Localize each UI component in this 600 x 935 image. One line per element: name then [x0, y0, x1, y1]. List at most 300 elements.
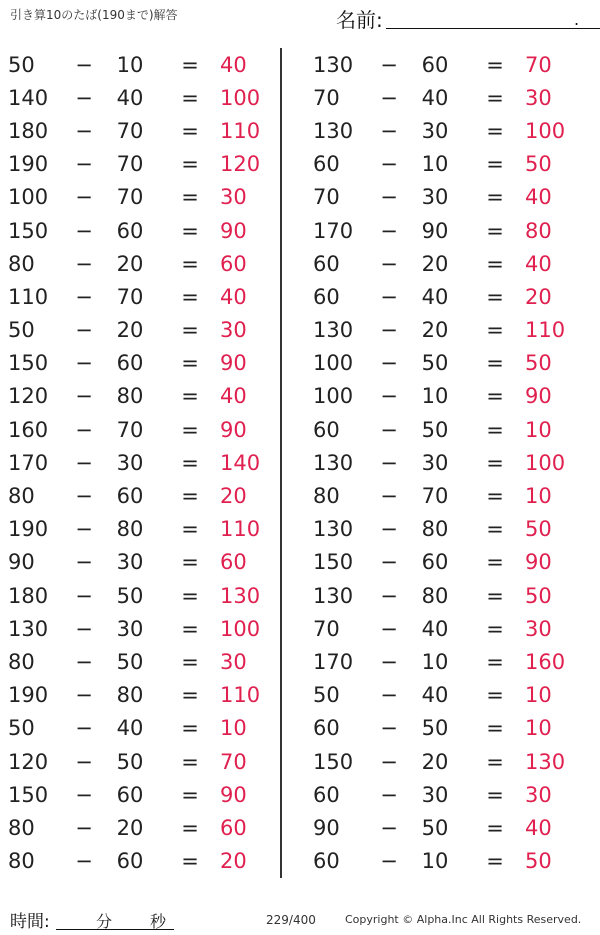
minus-sign: − — [75, 384, 93, 409]
minus-sign: − — [75, 583, 93, 608]
equals-sign: = — [486, 484, 504, 509]
answer: 10 — [525, 683, 552, 708]
problem-row — [0, 247, 280, 280]
minuend: 130 — [313, 52, 354, 77]
subtrahend: 50 — [116, 749, 144, 774]
minuend: 60 — [313, 716, 340, 741]
answer: 140 — [220, 450, 261, 475]
problem-row — [305, 679, 585, 712]
minus-sign: − — [380, 550, 398, 575]
equals-sign: = — [486, 251, 504, 276]
subtrahend: 60 — [116, 484, 144, 509]
minus-sign: − — [75, 417, 93, 442]
minuend: 120 — [8, 749, 49, 774]
subtrahend: 70 — [116, 185, 144, 210]
subtrahend: 60 — [421, 52, 449, 77]
problem-row — [0, 380, 280, 413]
subtrahend: 10 — [421, 152, 449, 177]
answer: 130 — [220, 583, 261, 608]
minus-sign: − — [380, 384, 398, 409]
answer: 60 — [220, 251, 247, 276]
subtrahend: 10 — [116, 52, 144, 77]
problem-row — [0, 347, 280, 380]
answer: 30 — [525, 616, 552, 641]
minuend: 100 — [8, 185, 49, 210]
answer: 110 — [220, 118, 261, 143]
minuend: 80 — [8, 251, 35, 276]
minuend: 90 — [8, 550, 35, 575]
equals-sign: = — [486, 85, 504, 110]
minus-sign: − — [380, 318, 398, 343]
worksheet-title: 引き算10のたば(190まで)解答 — [10, 8, 178, 22]
answer: 20 — [220, 849, 247, 874]
answer: 160 — [525, 649, 566, 674]
problem-row — [305, 645, 585, 678]
footer — [0, 905, 600, 935]
subtrahend: 30 — [116, 616, 144, 641]
problem-row — [305, 181, 585, 214]
problem-row — [0, 778, 280, 811]
problem-row — [0, 745, 280, 778]
minuend: 60 — [313, 152, 340, 177]
minus-sign: − — [75, 616, 93, 641]
equals-sign: = — [181, 749, 199, 774]
answer: 90 — [220, 218, 247, 243]
seconds-label: 秒 — [150, 912, 167, 931]
problem-row — [305, 513, 585, 546]
problem-row — [0, 413, 280, 446]
problem-row — [305, 280, 585, 313]
equals-sign: = — [486, 782, 504, 807]
minus-sign: − — [380, 152, 398, 177]
minus-sign: − — [380, 284, 398, 309]
problem-row — [0, 811, 280, 844]
problem-row — [305, 114, 585, 147]
minuend: 170 — [313, 649, 354, 674]
minuend: 190 — [8, 152, 49, 177]
subtrahend: 80 — [421, 517, 449, 542]
equals-sign: = — [486, 649, 504, 674]
subtrahend: 20 — [116, 318, 144, 343]
problem-row — [0, 712, 280, 745]
minus-sign: − — [380, 815, 398, 840]
subtrahend: 70 — [116, 417, 144, 442]
subtrahend: 40 — [116, 85, 144, 110]
minus-sign: − — [380, 450, 398, 475]
answer: 20 — [220, 484, 247, 509]
minuend: 80 — [8, 815, 35, 840]
minuend: 170 — [8, 450, 49, 475]
equals-sign: = — [181, 649, 199, 674]
minuend: 80 — [8, 484, 35, 509]
minuend: 80 — [313, 484, 340, 509]
problem-row — [305, 546, 585, 579]
equals-sign: = — [181, 85, 199, 110]
minuend: 50 — [8, 52, 35, 77]
answer: 70 — [525, 52, 552, 77]
time-label: 時間: — [10, 912, 50, 932]
problem-row — [0, 181, 280, 214]
minuend: 130 — [313, 517, 354, 542]
answer: 90 — [525, 384, 552, 409]
equals-sign: = — [486, 384, 504, 409]
problem-row — [305, 745, 585, 778]
problem-row — [0, 280, 280, 313]
minus-sign: − — [380, 218, 398, 243]
minus-sign: − — [380, 484, 398, 509]
minus-sign: − — [75, 152, 93, 177]
problem-row — [305, 81, 585, 114]
equals-sign: = — [181, 583, 199, 608]
answer: 30 — [525, 85, 552, 110]
subtrahend: 30 — [116, 450, 144, 475]
problem-row — [305, 446, 585, 479]
minuend: 150 — [8, 351, 49, 376]
subtrahend: 30 — [421, 782, 449, 807]
answer: 50 — [525, 152, 552, 177]
equals-sign: = — [181, 284, 199, 309]
equals-sign: = — [486, 550, 504, 575]
minus-sign: − — [380, 583, 398, 608]
subtrahend: 50 — [116, 583, 144, 608]
answer: 40 — [220, 52, 247, 77]
equals-sign: = — [486, 450, 504, 475]
minuend: 130 — [8, 616, 49, 641]
problem-row — [305, 579, 585, 612]
answer: 90 — [220, 417, 247, 442]
minus-sign: − — [380, 417, 398, 442]
problem-row — [305, 712, 585, 745]
problem-row — [305, 247, 585, 280]
subtrahend: 60 — [116, 849, 144, 874]
minuend: 150 — [313, 749, 354, 774]
equals-sign: = — [181, 815, 199, 840]
subtrahend: 20 — [421, 251, 449, 276]
minus-sign: − — [380, 616, 398, 641]
answer: 120 — [220, 152, 261, 177]
minus-sign: − — [75, 484, 93, 509]
minus-sign: − — [75, 450, 93, 475]
minuend: 150 — [313, 550, 354, 575]
minuend: 130 — [313, 118, 354, 143]
equals-sign: = — [181, 351, 199, 376]
subtrahend: 60 — [116, 351, 144, 376]
problem-row — [0, 679, 280, 712]
column-divider — [280, 48, 282, 878]
subtrahend: 80 — [116, 683, 144, 708]
subtrahend: 20 — [116, 251, 144, 276]
answer: 10 — [525, 484, 552, 509]
subtrahend: 60 — [421, 550, 449, 575]
subtrahend: 50 — [116, 649, 144, 674]
equals-sign: = — [486, 52, 504, 77]
answer: 40 — [220, 284, 247, 309]
equals-sign: = — [486, 318, 504, 343]
answer: 40 — [525, 185, 552, 210]
equals-sign: = — [486, 849, 504, 874]
answer: 90 — [220, 351, 247, 376]
subtrahend: 70 — [116, 152, 144, 177]
minus-sign: − — [75, 849, 93, 874]
minus-sign: − — [380, 849, 398, 874]
answer: 50 — [525, 583, 552, 608]
minuend: 150 — [8, 782, 49, 807]
minus-sign: − — [75, 716, 93, 741]
problems-column-left — [0, 48, 280, 878]
equals-sign: = — [181, 550, 199, 575]
equals-sign: = — [181, 152, 199, 177]
minus-sign: − — [75, 815, 93, 840]
name-label: 名前: — [336, 8, 383, 32]
answer: 100 — [220, 616, 261, 641]
subtrahend: 20 — [116, 815, 144, 840]
equals-sign: = — [486, 417, 504, 442]
subtrahend: 40 — [421, 85, 449, 110]
equals-sign: = — [486, 583, 504, 608]
minus-sign: − — [75, 649, 93, 674]
minus-sign: − — [75, 85, 93, 110]
answer: 40 — [525, 815, 552, 840]
minus-sign: − — [75, 118, 93, 143]
subtrahend: 30 — [421, 450, 449, 475]
subtrahend: 60 — [116, 218, 144, 243]
subtrahend: 20 — [421, 749, 449, 774]
answer: 50 — [525, 351, 552, 376]
subtrahend: 40 — [421, 683, 449, 708]
subtrahend: 90 — [421, 218, 449, 243]
answer: 100 — [220, 85, 261, 110]
minus-sign: − — [380, 649, 398, 674]
equals-sign: = — [181, 782, 199, 807]
equals-sign: = — [486, 716, 504, 741]
minus-sign: − — [75, 517, 93, 542]
problem-row — [305, 811, 585, 844]
equals-sign: = — [486, 815, 504, 840]
problem-row — [0, 579, 280, 612]
minuend: 120 — [8, 384, 49, 409]
answer: 110 — [220, 683, 261, 708]
page-number: 229/400 — [266, 913, 316, 927]
minuend: 140 — [8, 85, 49, 110]
minuend: 110 — [8, 284, 49, 309]
subtrahend: 80 — [116, 517, 144, 542]
problem-row — [305, 845, 585, 878]
problem-row — [0, 446, 280, 479]
minuend: 60 — [313, 849, 340, 874]
problem-row — [0, 513, 280, 546]
subtrahend: 30 — [421, 118, 449, 143]
minus-sign: − — [380, 683, 398, 708]
subtrahend: 70 — [116, 284, 144, 309]
answer: 60 — [220, 550, 247, 575]
problem-row — [305, 214, 585, 247]
subtrahend: 10 — [421, 384, 449, 409]
answer: 110 — [220, 517, 261, 542]
equals-sign: = — [181, 716, 199, 741]
subtrahend: 50 — [421, 815, 449, 840]
problem-row — [305, 479, 585, 512]
subtrahend: 60 — [116, 782, 144, 807]
equals-sign: = — [181, 683, 199, 708]
answer: 30 — [525, 782, 552, 807]
equals-sign: = — [181, 318, 199, 343]
answer: 30 — [220, 185, 247, 210]
problem-row — [305, 413, 585, 446]
answer: 40 — [525, 251, 552, 276]
minuend: 130 — [313, 583, 354, 608]
subtrahend: 10 — [421, 849, 449, 874]
answer: 20 — [525, 284, 552, 309]
minuend: 130 — [313, 450, 354, 475]
minus-sign: − — [380, 118, 398, 143]
equals-sign: = — [181, 251, 199, 276]
subtrahend: 20 — [421, 318, 449, 343]
answer: 10 — [220, 716, 247, 741]
minuend: 180 — [8, 583, 49, 608]
answer: 60 — [220, 815, 247, 840]
minuend: 160 — [8, 417, 49, 442]
subtrahend: 10 — [421, 649, 449, 674]
subtrahend: 50 — [421, 716, 449, 741]
minuend: 130 — [313, 318, 354, 343]
problem-row — [305, 380, 585, 413]
equals-sign: = — [486, 284, 504, 309]
minus-sign: − — [75, 185, 93, 210]
answer: 90 — [220, 782, 247, 807]
equals-sign: = — [181, 52, 199, 77]
equals-sign: = — [181, 185, 199, 210]
minus-sign: − — [380, 716, 398, 741]
name-field-area — [336, 4, 586, 30]
equals-sign: = — [486, 351, 504, 376]
minuend: 100 — [313, 351, 354, 376]
answer: 70 — [220, 749, 247, 774]
equals-sign: = — [181, 417, 199, 442]
minuend: 50 — [313, 683, 340, 708]
minus-sign: − — [75, 550, 93, 575]
problem-row — [305, 778, 585, 811]
answer: 50 — [525, 517, 552, 542]
equals-sign: = — [486, 517, 504, 542]
minuend: 70 — [313, 185, 340, 210]
problem-row — [0, 479, 280, 512]
minus-sign: − — [380, 52, 398, 77]
problem-row — [0, 81, 280, 114]
minus-sign: − — [75, 749, 93, 774]
minus-sign: − — [75, 782, 93, 807]
equals-sign: = — [181, 616, 199, 641]
equals-sign: = — [486, 749, 504, 774]
subtrahend: 50 — [421, 417, 449, 442]
problem-row — [305, 148, 585, 181]
subtrahend: 30 — [116, 550, 144, 575]
problem-row — [0, 645, 280, 678]
answer: 50 — [525, 849, 552, 874]
problem-row — [305, 314, 585, 347]
answer: 110 — [525, 318, 566, 343]
equals-sign: = — [181, 517, 199, 542]
subtrahend: 30 — [421, 185, 449, 210]
problem-row — [0, 612, 280, 645]
equals-sign: = — [486, 616, 504, 641]
answer: 30 — [220, 318, 247, 343]
equals-sign: = — [181, 384, 199, 409]
answer: 100 — [525, 118, 566, 143]
minus-sign: − — [380, 185, 398, 210]
minuend: 190 — [8, 683, 49, 708]
minuend: 60 — [313, 782, 340, 807]
problem-row — [0, 48, 280, 81]
minus-sign: − — [380, 749, 398, 774]
minuend: 180 — [8, 118, 49, 143]
minus-sign: − — [75, 351, 93, 376]
equals-sign: = — [486, 185, 504, 210]
answer: 10 — [525, 716, 552, 741]
answer: 80 — [525, 218, 552, 243]
minus-sign: − — [75, 52, 93, 77]
subtrahend: 40 — [421, 616, 449, 641]
minuend: 70 — [313, 85, 340, 110]
equals-sign: = — [181, 849, 199, 874]
problem-row — [0, 214, 280, 247]
problems-column-right — [305, 48, 585, 878]
minus-sign: − — [75, 251, 93, 276]
minuend: 150 — [8, 218, 49, 243]
problem-row — [0, 314, 280, 347]
answer: 90 — [525, 550, 552, 575]
minus-sign: − — [380, 85, 398, 110]
minus-sign: − — [75, 683, 93, 708]
subtrahend: 80 — [421, 583, 449, 608]
minus-sign: − — [75, 218, 93, 243]
answer: 10 — [525, 417, 552, 442]
minus-sign: − — [380, 517, 398, 542]
minuend: 60 — [313, 284, 340, 309]
equals-sign: = — [181, 450, 199, 475]
subtrahend: 40 — [116, 716, 144, 741]
subtrahend: 50 — [421, 351, 449, 376]
minuend: 90 — [313, 815, 340, 840]
minus-sign: − — [380, 782, 398, 807]
name-write-line — [386, 28, 600, 29]
copyright-text: Copyright © Alpha.Inc All Rights Reserved. — [345, 913, 582, 926]
name-end-dot: . — [574, 10, 580, 29]
subtrahend: 70 — [421, 484, 449, 509]
equals-sign: = — [486, 118, 504, 143]
answer: 30 — [220, 649, 247, 674]
minuend: 50 — [8, 318, 35, 343]
subtrahend: 80 — [116, 384, 144, 409]
minuend: 100 — [313, 384, 354, 409]
minus-sign: − — [380, 351, 398, 376]
problem-row — [305, 347, 585, 380]
minus-sign: − — [380, 251, 398, 276]
answer: 40 — [220, 384, 247, 409]
problem-row — [0, 546, 280, 579]
equals-sign: = — [181, 484, 199, 509]
subtrahend: 70 — [116, 118, 144, 143]
minuend: 170 — [313, 218, 354, 243]
minuend: 60 — [313, 251, 340, 276]
answer: 100 — [525, 450, 566, 475]
equals-sign: = — [486, 218, 504, 243]
equals-sign: = — [181, 218, 199, 243]
minuend: 50 — [8, 716, 35, 741]
equals-sign: = — [486, 683, 504, 708]
minuend: 80 — [8, 849, 35, 874]
minus-sign: − — [75, 318, 93, 343]
minuend: 70 — [313, 616, 340, 641]
